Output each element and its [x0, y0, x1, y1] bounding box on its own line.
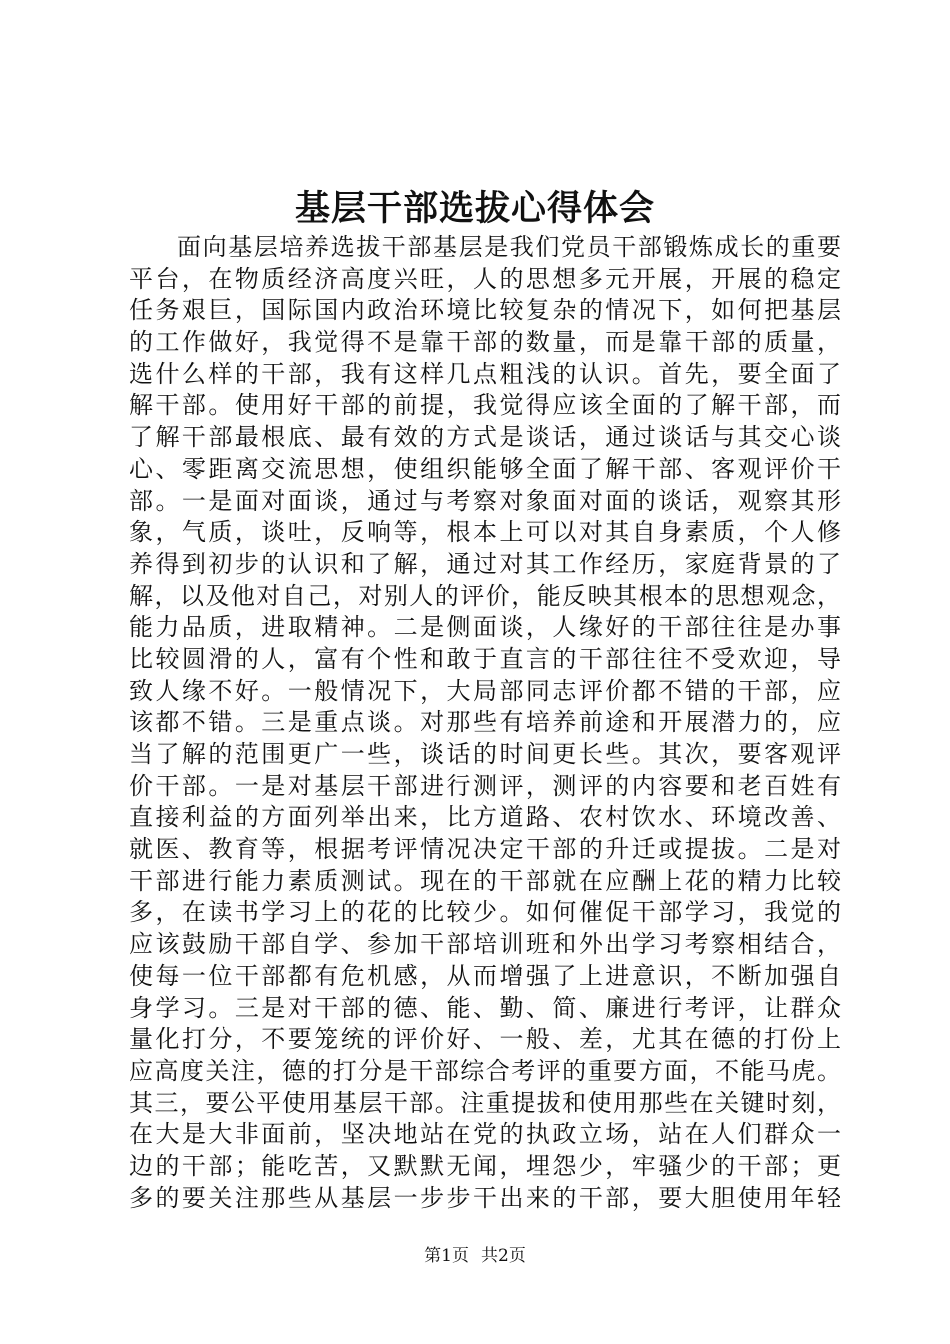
- page-total: 共2页: [481, 1246, 526, 1266]
- page-number: 第1页: [424, 1246, 469, 1266]
- body-line: 直接利益的方面列举出来，比方道路、农村饮水、环境改善、: [129, 803, 841, 832]
- body-line: 解干部。使用好干部的前提，我觉得应该全面的了解干部，而: [129, 391, 841, 420]
- body-line: 心、零距离交流思想，使组织能够全面了解干部、客观评价干: [129, 454, 841, 483]
- body-line: 选什么样的干部，我有这样几点粗浅的认识。首先，要全面了: [129, 359, 841, 388]
- body-line: 致人缘不好。一般情况下，大局部同志评价都不错的干部，应: [129, 676, 841, 705]
- body-line: 解，以及他对自己，对别人的评价，能反映其根本的思想观念，: [129, 581, 841, 610]
- body-line: 面向基层培养选拔干部基层是我们党员干部锻炼成长的重要: [177, 233, 841, 261]
- body-line: 身学习。三是对干部的德、能、勤、简、廉进行考评，让群众: [129, 993, 841, 1022]
- body-line: 任务艰巨，国际国内政治环境比较复杂的情况下，如何把基层: [129, 296, 841, 325]
- document-title: 基层干部选拔心得体会: [294, 188, 655, 229]
- body-line: 的工作做好，我觉得不是靠干部的数量，而是靠干部的质量，: [129, 328, 841, 357]
- body-line: 养得到初步的认识和了解，通过对其工作经历，家庭背景的了: [129, 549, 841, 578]
- body-line: 了解干部最根底、最有效的方式是谈话，通过谈话与其交心谈: [129, 423, 841, 452]
- body-line: 边的干部；能吃苦，又默默无闻，埋怨少，牢骚少的干部；更: [129, 1151, 841, 1180]
- body-line: 能力品质，进取精神。二是侧面谈，人缘好的干部往往是办事: [129, 613, 841, 642]
- body-line: 多的要关注那些从基层一步步干出来的干部，要大胆使用年轻: [129, 1183, 841, 1212]
- body-line: 当了解的范围更广一些，谈话的时间更长些。其次，要客观评: [129, 740, 841, 768]
- body-line: 价干部。一是对基层干部进行测评，测评的内容要和老百姓有: [129, 771, 841, 800]
- body-line: 应该鼓励干部自学、参加干部培训班和外出学习考察相结合，: [129, 930, 841, 959]
- body-line: 多，在读书学习上的花的比较少。如何催促干部学习，我觉的: [129, 898, 841, 927]
- body-line: 使每一位干部都有危机感，从而增强了上进意识，不断加强自: [129, 961, 841, 990]
- body-line: 平台，在物质经济高度兴旺，人的思想多元开展，开展的稳定: [129, 264, 841, 293]
- body-line: 其三，要公平使用基层干部。注重提拔和使用那些在关键时刻，: [129, 1088, 841, 1117]
- body-line: 部。一是面对面谈，通过与考察对象面对面的谈话，观察其形: [129, 486, 841, 515]
- body-line: 应高度关注，德的打分是干部综合考评的重要方面，不能马虎。: [129, 1056, 841, 1085]
- body-line: 干部进行能力素质测试。现在的干部就在应酬上花的精力比较: [129, 866, 841, 895]
- body-line: 象，气质，谈吐，反响等，根本上可以对其自身素质，个人修: [129, 518, 841, 547]
- page-footer: [0, 1244, 950, 1268]
- body-line: 该都不错。三是重点谈。对那些有培养前途和开展潜力的，应: [129, 708, 841, 737]
- body-line: 量化打分，不要笼统的评价好、一般、差，尤其在德的打份上: [129, 1025, 841, 1054]
- body-line: 在大是大非面前，坚决地站在党的执政立场，站在人们群众一: [129, 1120, 841, 1149]
- document-body: [129, 232, 841, 1214]
- body-line: 比较圆滑的人，富有个性和敢于直言的干部往往不受欢迎，导: [129, 644, 841, 673]
- body-line: 就医、教育等，根据考评情况决定干部的升迁或提拔。二是对: [129, 835, 841, 864]
